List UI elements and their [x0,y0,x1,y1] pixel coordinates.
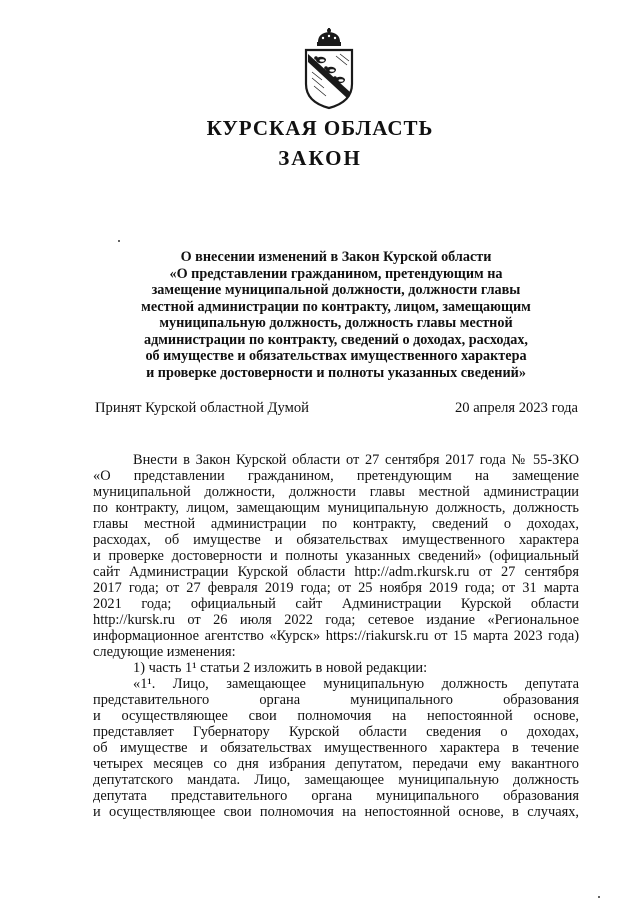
body-line: следующие изменения: [93,644,236,660]
body-line: четырех месяцев со дня избрания депутатом, передачи ему вакантного [93,756,579,772]
scan-speck [598,896,600,898]
body-line: и проверке достоверности и полноты указанных сведений» (официальный [93,548,579,564]
adopted-by-statement: Принят Курской областной Думой [95,400,309,416]
body-line: сайт Администрации Курской области http://adm.rkursk.ru от 27 сентября [93,564,579,580]
body-line: Внести в Закон Курской области от 27 сентября 2017 года № 55-ЗКО [133,452,579,468]
kursk-coat-of-arms-icon [300,28,358,110]
body-line: по контракту, лицом, замещающим муниципальную должность, должность [93,500,579,516]
body-line: 1) часть 1¹ статьи 2 изложить в новой редакции: [133,660,428,676]
body-line: 2021 года; официальный сайт Администрации Курской области [93,596,579,612]
body-line: 2017 года; от 27 февраля 2019 года; от 25 ноября 2019 года; от 31 марта [93,580,579,596]
body-line: депутата представительного органа муниципального образования [93,788,579,804]
law-title-line: местной администрации по контракту, лицом, замещающим [141,298,531,315]
adoption-date: 20 апреля 2023 года [455,400,578,416]
law-title-line: об имуществе и обязательствах имущественного характера [145,348,527,364]
law-title-line: «О представлении гражданином, претендующим на [169,265,503,282]
law-title-line: муниципальную должность, должность главы местной [159,315,513,331]
law-title-line: и проверке достоверности и полноты указанных сведений» [146,364,526,381]
law-title [90,249,582,381]
body-line: и осуществляющее свои полномочия на непостоянной основе, [93,708,579,724]
body-line: муниципальной должности, должности главы местной администрации [93,484,579,500]
body-line: http://kursk.ru от 26 июля 2022 года; сетевое издание «Региональное [93,612,579,628]
law-title-line: администрации по контракту, сведений о доходах, расходах, [144,331,528,348]
body-line: депутатского мандата. Лицо, замещающее муниципальную должность [93,772,579,788]
body-line: об имуществе и обязательствах имущественного характера в течение [93,740,579,756]
body-line: «О представлении гражданином, претендующим на замещение [93,468,579,484]
law-body [93,452,579,820]
body-line: представительного органа муниципального образования [93,692,579,708]
body-line: и осуществляющее свои полномочия на непостоянной основе, в случаях, [93,804,579,820]
law-title-line: О внесении изменений в Закон Курской области [180,249,492,265]
law-title-line: замещение муниципальной должности, должности главы [151,282,521,298]
body-line: главы местной администрации по контракту, сведений о доходах, [93,516,579,532]
document-type-heading: ЗАКОН [278,146,362,170]
body-line: информационное агентство «Курск» https://riakursk.ru от 15 марта 2023 года) [93,628,579,644]
body-line: расходах, об имуществе и обязательствах имущественного характера [93,532,579,548]
body-line: представляет Губернатору Курской области сведения о доходах, [93,724,579,740]
region-heading: КУРСКАЯ ОБЛАСТЬ [206,116,434,140]
scan-speck [118,240,120,242]
body-line: «1¹. Лицо, замещающее муниципальную должность депутата [133,676,579,692]
